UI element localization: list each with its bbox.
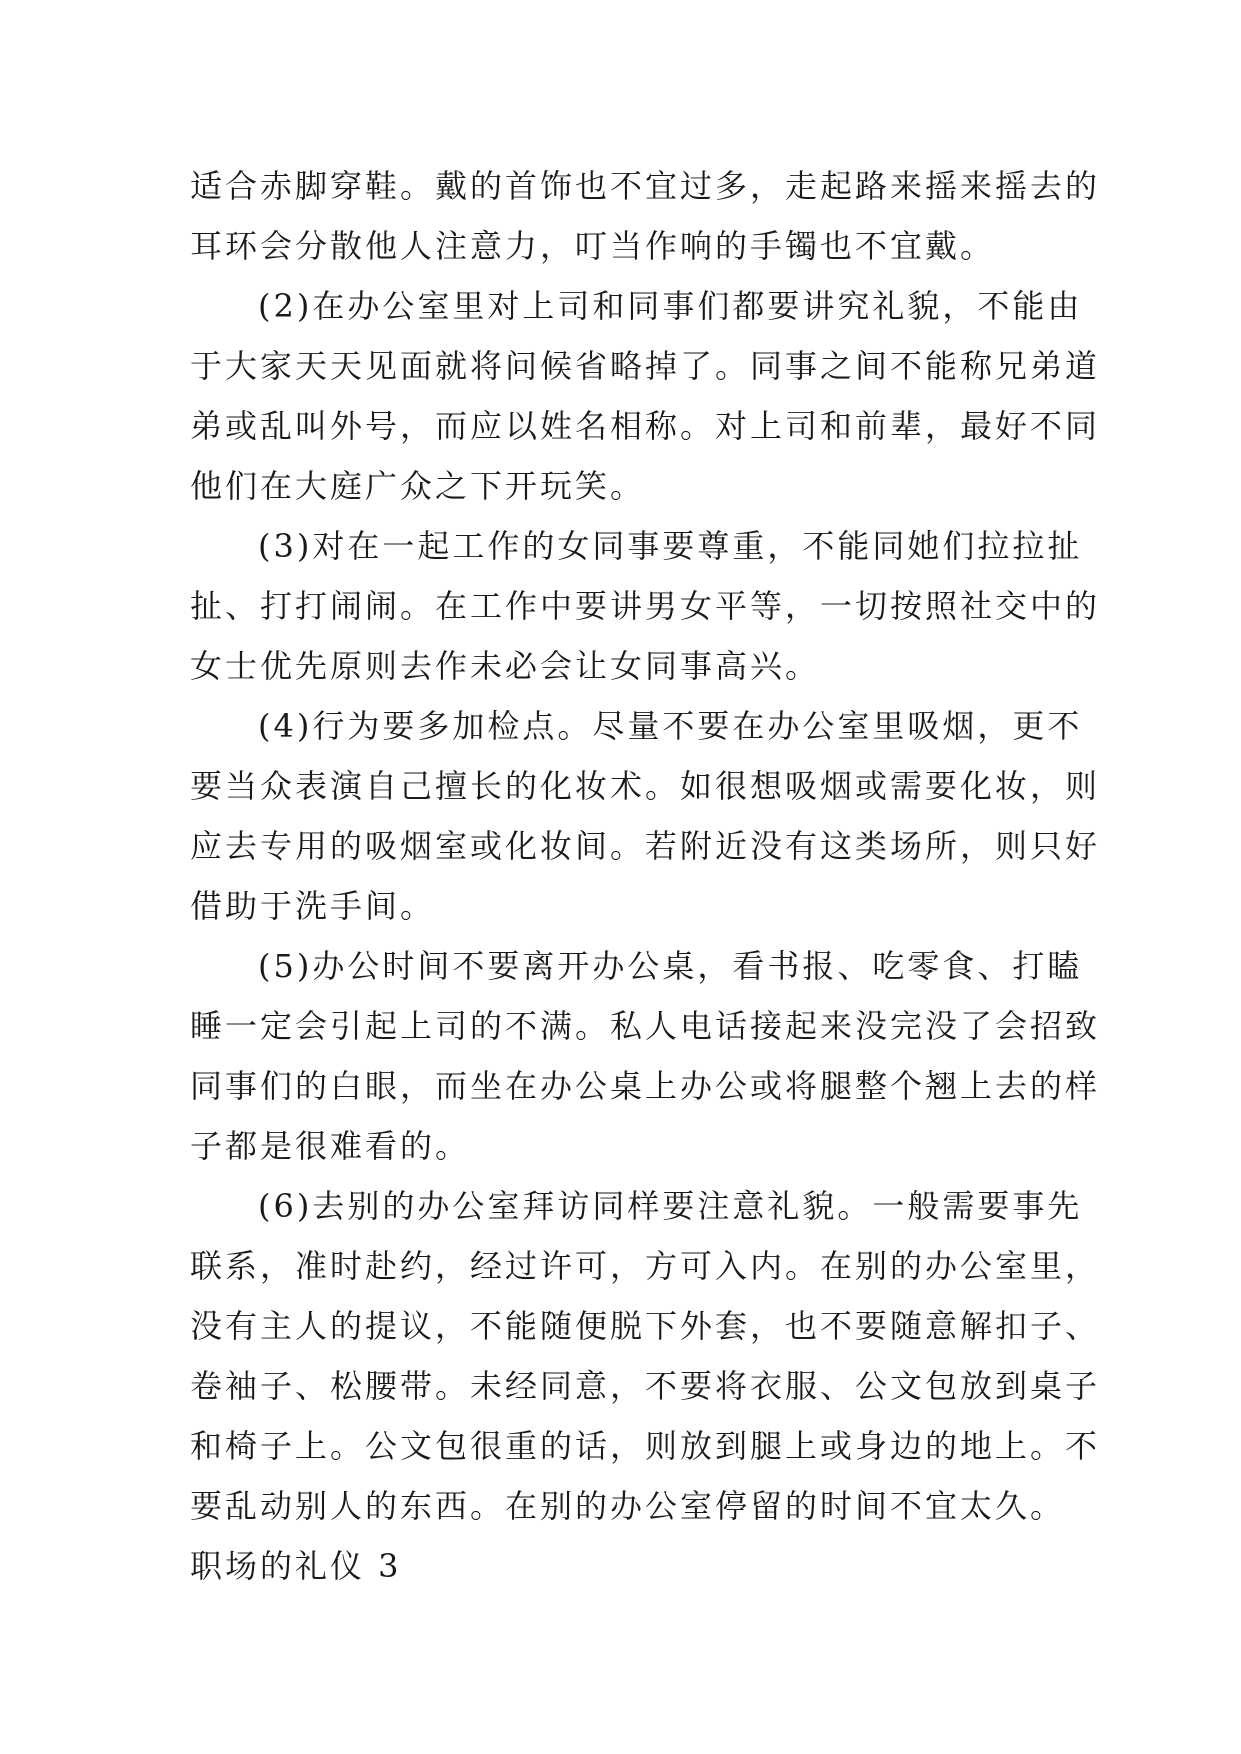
text-line: 要乱动别人的东西。在别的办公室停留的时间不宜太久。 (190, 1487, 1066, 1525)
text-line: 借助于洗手间。 (190, 887, 436, 925)
text-line: 卷袖子、松腰带。未经同意，不要将衣服、公文包放到桌子 (190, 1367, 1101, 1405)
text-line: (5)办公时间不要离开办公桌，看书报、吃零食、打瞌 (258, 947, 1083, 985)
text-line: 和椅子上。公文包很重的话，则放到腿上或身边的地上。不 (190, 1427, 1101, 1465)
text-line: 要当众表演自己擅长的化妆术。如很想吸烟或需要化妆，则 (190, 767, 1101, 805)
text-line: 于大家天天见面就将问候省略掉了。同事之间不能称兄弟道 (190, 347, 1101, 385)
text-line: 女士优先原则去作未必会让女同事高兴。 (190, 647, 821, 685)
text-line: 弟或乱叫外号，而应以姓名相称。对上司和前辈，最好不同 (190, 407, 1101, 445)
paragraph-3 (190, 516, 1101, 696)
text-line: 子都是很难看的。 (190, 1127, 471, 1165)
section-heading: 职场的礼仪 3 (190, 1547, 402, 1585)
paragraph-5 (190, 936, 1101, 1176)
paragraph-2 (190, 276, 1101, 516)
text-line: 同事们的白眼，而坐在办公桌上办公或将腿整个翘上去的样 (190, 1067, 1101, 1105)
text-line: 联系，准时赴约，经过许可，方可入内。在别的办公室里， (190, 1247, 1101, 1285)
text-line: 没有主人的提议，不能随便脱下外套，也不要随意解扣子、 (190, 1307, 1101, 1345)
text-line: 他们在大庭广众之下开玩笑。 (190, 467, 646, 505)
document-page (190, 156, 1101, 1596)
paragraph-continuation (190, 156, 1101, 276)
text-line: (3)对在一起工作的女同事要尊重，不能同她们拉拉扯 (258, 527, 1083, 565)
text-line: 耳环会分散他人注意力，叮当作响的手镯也不宜戴。 (190, 227, 996, 265)
text-line: (2)在办公室里对上司和同事们都要讲究礼貌，不能由 (258, 287, 1083, 325)
text-line: 应去专用的吸烟室或化妆间。若附近没有这类场所，则只好 (190, 827, 1101, 865)
text-line: (4)行为要多加检点。尽量不要在办公室里吸烟，更不 (258, 707, 1083, 745)
paragraph-4 (190, 696, 1101, 936)
text-line: 扯、打打闹闹。在工作中要讲男女平等，一切按照社交中的 (190, 587, 1101, 625)
paragraph-6 (190, 1176, 1101, 1536)
text-line: (6)去别的办公室拜访同样要注意礼貌。一般需要事先 (258, 1187, 1083, 1225)
text-line: 睡一定会引起上司的不满。私人电话接起来没完没了会招致 (190, 1007, 1101, 1045)
text-line: 适合赤脚穿鞋。戴的首饰也不宜过多，走起路来摇来摇去的 (190, 167, 1101, 205)
